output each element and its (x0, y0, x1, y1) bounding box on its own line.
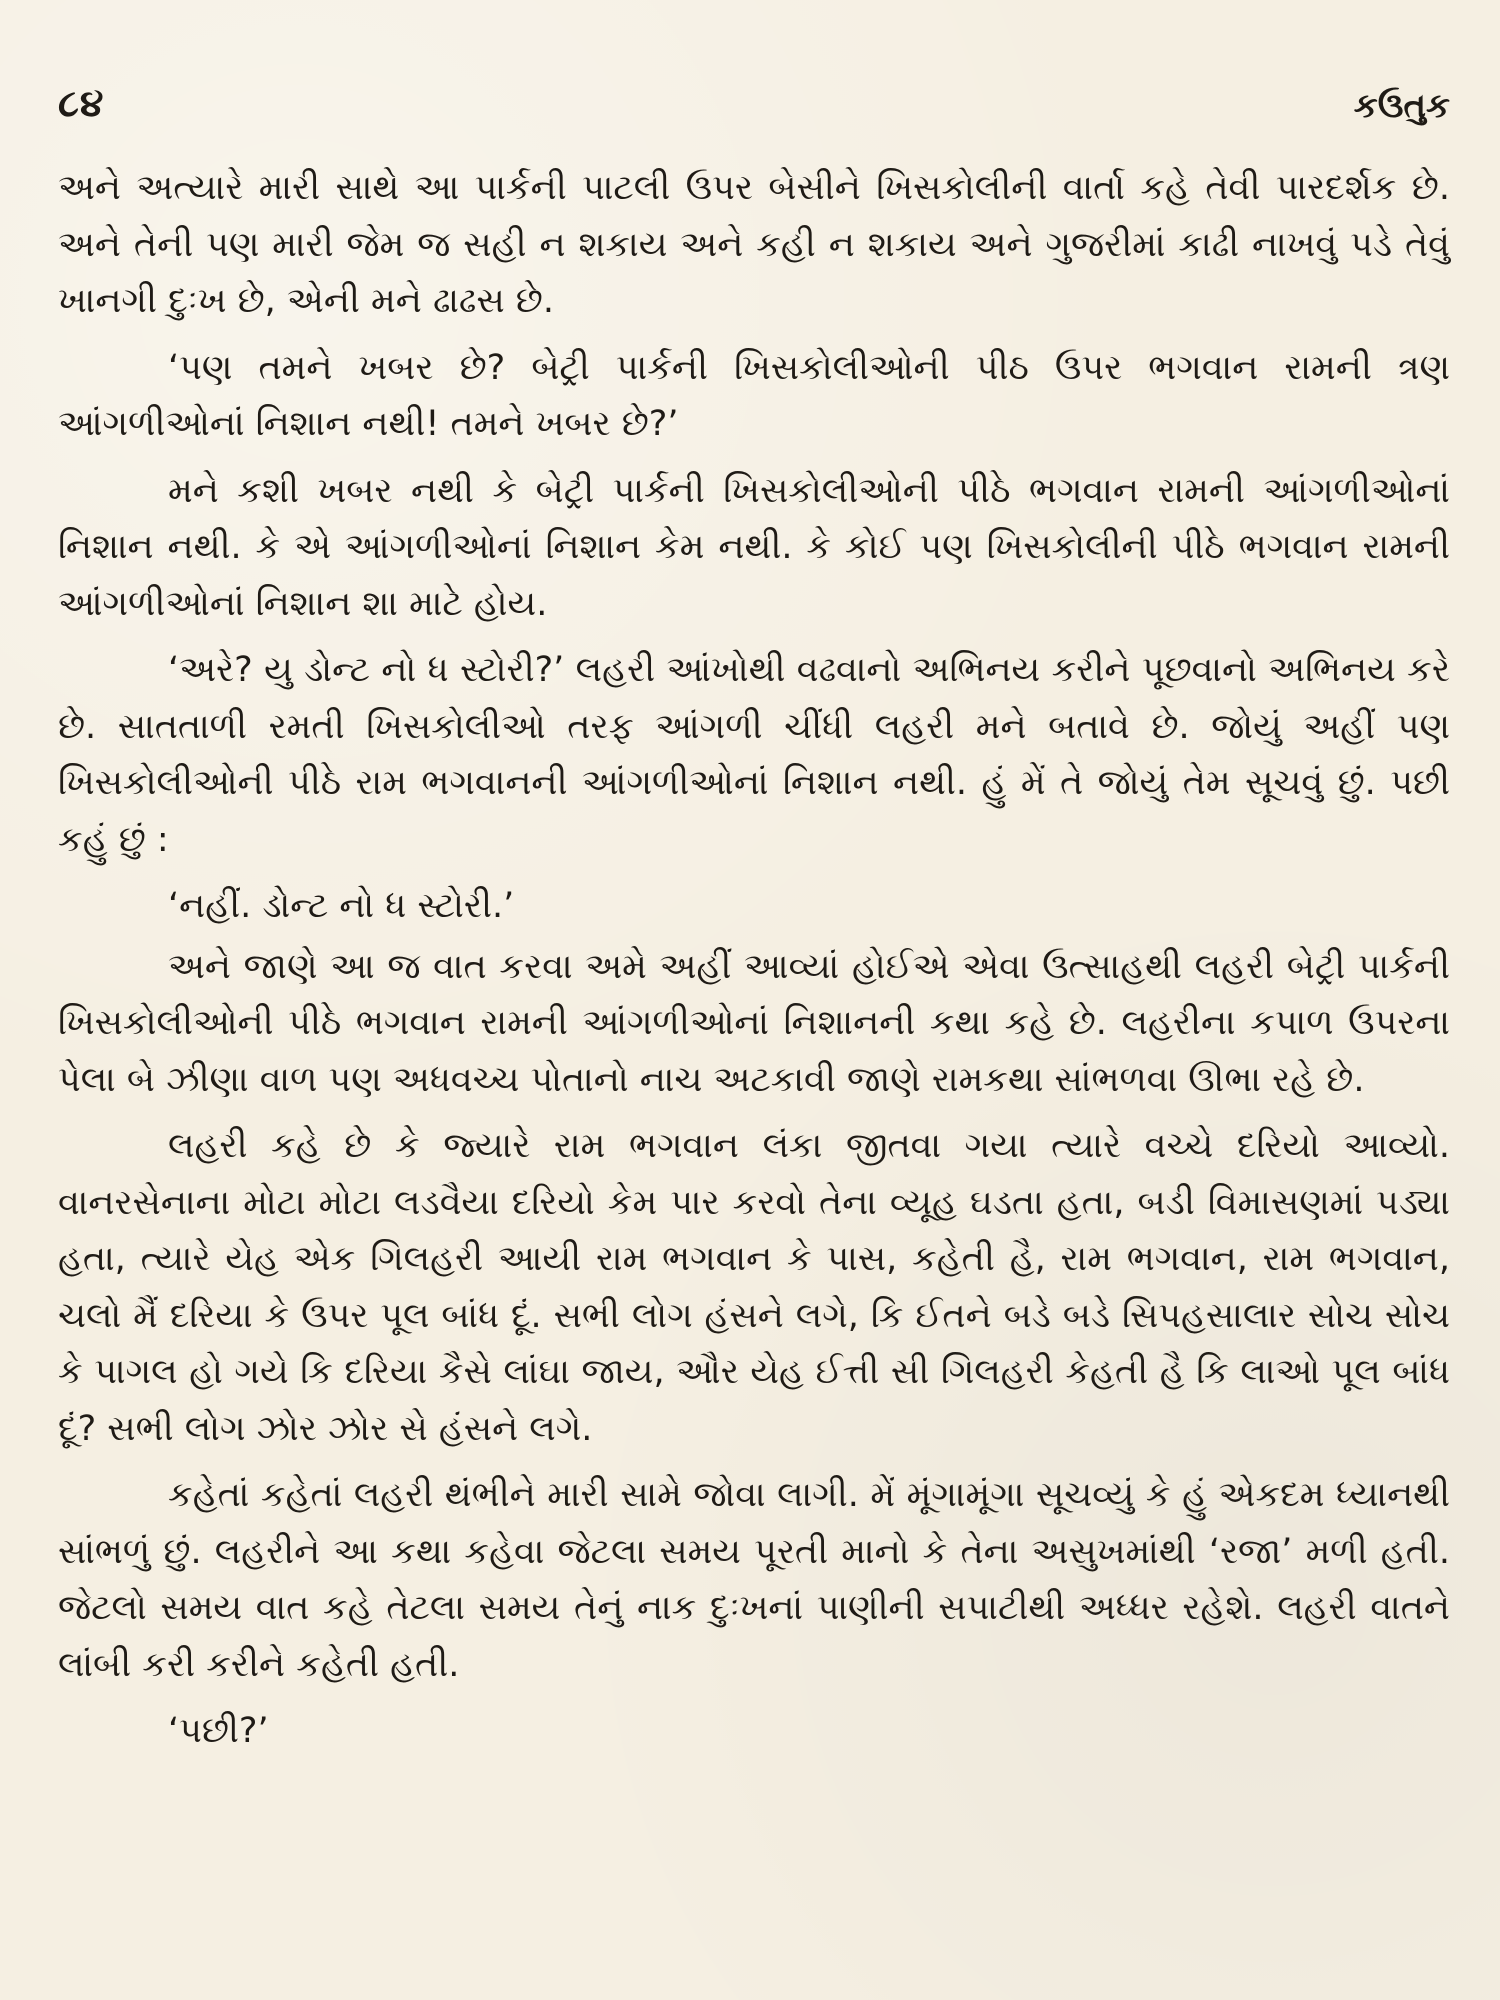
running-title: કઉતુક (1353, 86, 1450, 126)
paragraph-7: લહરી કહે છે કે જ્યારે રામ ભગવાન લંકા જીતવા ગયા ત્યારે વચ્ચે દરિયો આવ્યો. વાનરસેનાના મોટા મોટા લડવૈયા દરિયો કેમ પાર કરવો તેના વ્યૂહ ઘડતા હતા, બડી વિમાસણમાં પડ્યા હતા, ત્યારે યેહ એક ગિલહરી આયી રામ ભગવાન કે પાસ, કહેતી હૈ, રામ ભગવાન, રામ ભગવાન, ચલો મૈં દરિયા કે ઉપર પૂલ બાંધ દૂં. સભી લોગ હંસને લગે, કિ ઈતને બડે બડે સિપહસાલાર સોચ સોચ કે પાગલ હો ગયે કિ દરિયા કૈસે લાંઘા જાય, ઔર યેહ ઈત્તી સી ગિલહરી કેહતી હૈ કિ લાઓ પૂલ બાંધ દૂં? સભી લોગ ઝોર ઝોર સે હંસને લગે. (58, 1126, 1450, 1449)
paragraph-6: અને જાણે આ જ વાત કરવા અમે અહીં આવ્યાં હોઈએ એવા ઉત્સાહથી લહરી બેટ્રી પાર્કની ખિસકોલીઓની પીઠે ભગવાન રામની આંગળીઓનાં નિશાનની કથા કહે છે. લહરીના કપાળ ઉપરના પેલા બે ઝીણા વાળ પણ અધવચ્ચ પોતાનો નાચ અટકાવી જાણે રામકથા સાંભળવા ઊભા રહે છે. (58, 946, 1450, 1100)
paragraph-8: કહેતાં કહેતાં લહરી થંભીને મારી સામે જોવા લાગી. મેં મૂંગામૂંગા સૂચવ્યું કે હું એકદમ ધ્યાનથી સાંભળું છું. લહરીને આ કથા કહેવા જેટલા સમય પૂરતી માનો કે તેના અસુખમાંથી ‘રજા’ મળી હતી. જેટલો સમય વાત કહે તેટલા સમય તેનું નાક દુઃખનાં પાણીની સપાટીથી અધ્ધર રહેશે. લહરી વાતને લાંબી કરી કરીને કહેતી હતી. (58, 1475, 1450, 1685)
paragraph-5: ‘નહીં. ડોન્ટ નો ધ સ્ટોરી.’ (168, 886, 515, 926)
paragraph-2: ‘પણ તમને ખબર છે? બેટ્રી પાર્કની ખિસકોલીઓની પીઠ ઉપર ભગવાન રામની ત્રણ આંગળીઓનાં નિશાન નથી! તમને ખબર છે?’ (58, 347, 1450, 444)
page-number: ૮૪ (58, 81, 105, 125)
paragraph-4: ‘અરે? યુ ડોન્ટ નો ધ સ્ટોરી?’ લહરી આંખોથી વઢવાનો અભિનય કરીને પૂછવાનો અભિનય કરે છે. સાતતાળી રમતી ખિસકોલીઓ તરફ આંગળી ચીંધી લહરી મને બતાવે છે. જોયું અહીં પણ ખિસકોલીઓની પીઠે રામ ભગવાનની આંગળીઓનાં નિશાન નથી. હું મેં તે જોયું તેમ સૂચવું છું. પછી કહું છું : (58, 650, 1450, 860)
paragraph-3: મને કશી ખબર નથી કે બેટ્રી પાર્કની ખિસકોલીઓની પીઠે ભગવાન રામની આંગળીઓનાં નિશાન નથી. કે એ આંગળીઓનાં નિશાન કેમ નથી. કે કોઈ પણ ખિસકોલીની પીઠે ભગવાન રામની આંગળીઓનાં નિશાન શા માટે હોય. (58, 470, 1450, 624)
page-body (58, 160, 1450, 1760)
page-header (58, 72, 1450, 126)
paragraph-9: ‘પછી?’ (168, 1711, 269, 1751)
paragraph-1: અને અત્યારે મારી સાથે આ પાર્કની પાટલી ઉપર બેસીને ખિસકોલીની વાર્તા કહે તેવી પારદર્શક છે. અને તેની પણ મારી જેમ જ સહી ન શકાય અને કહી ન શકાય અને ગુજરીમાં કાઢી નાખવું પડે તેવું ખાનગી દુઃખ છે, એની મને ઢાઢસ છે. (58, 168, 1450, 321)
